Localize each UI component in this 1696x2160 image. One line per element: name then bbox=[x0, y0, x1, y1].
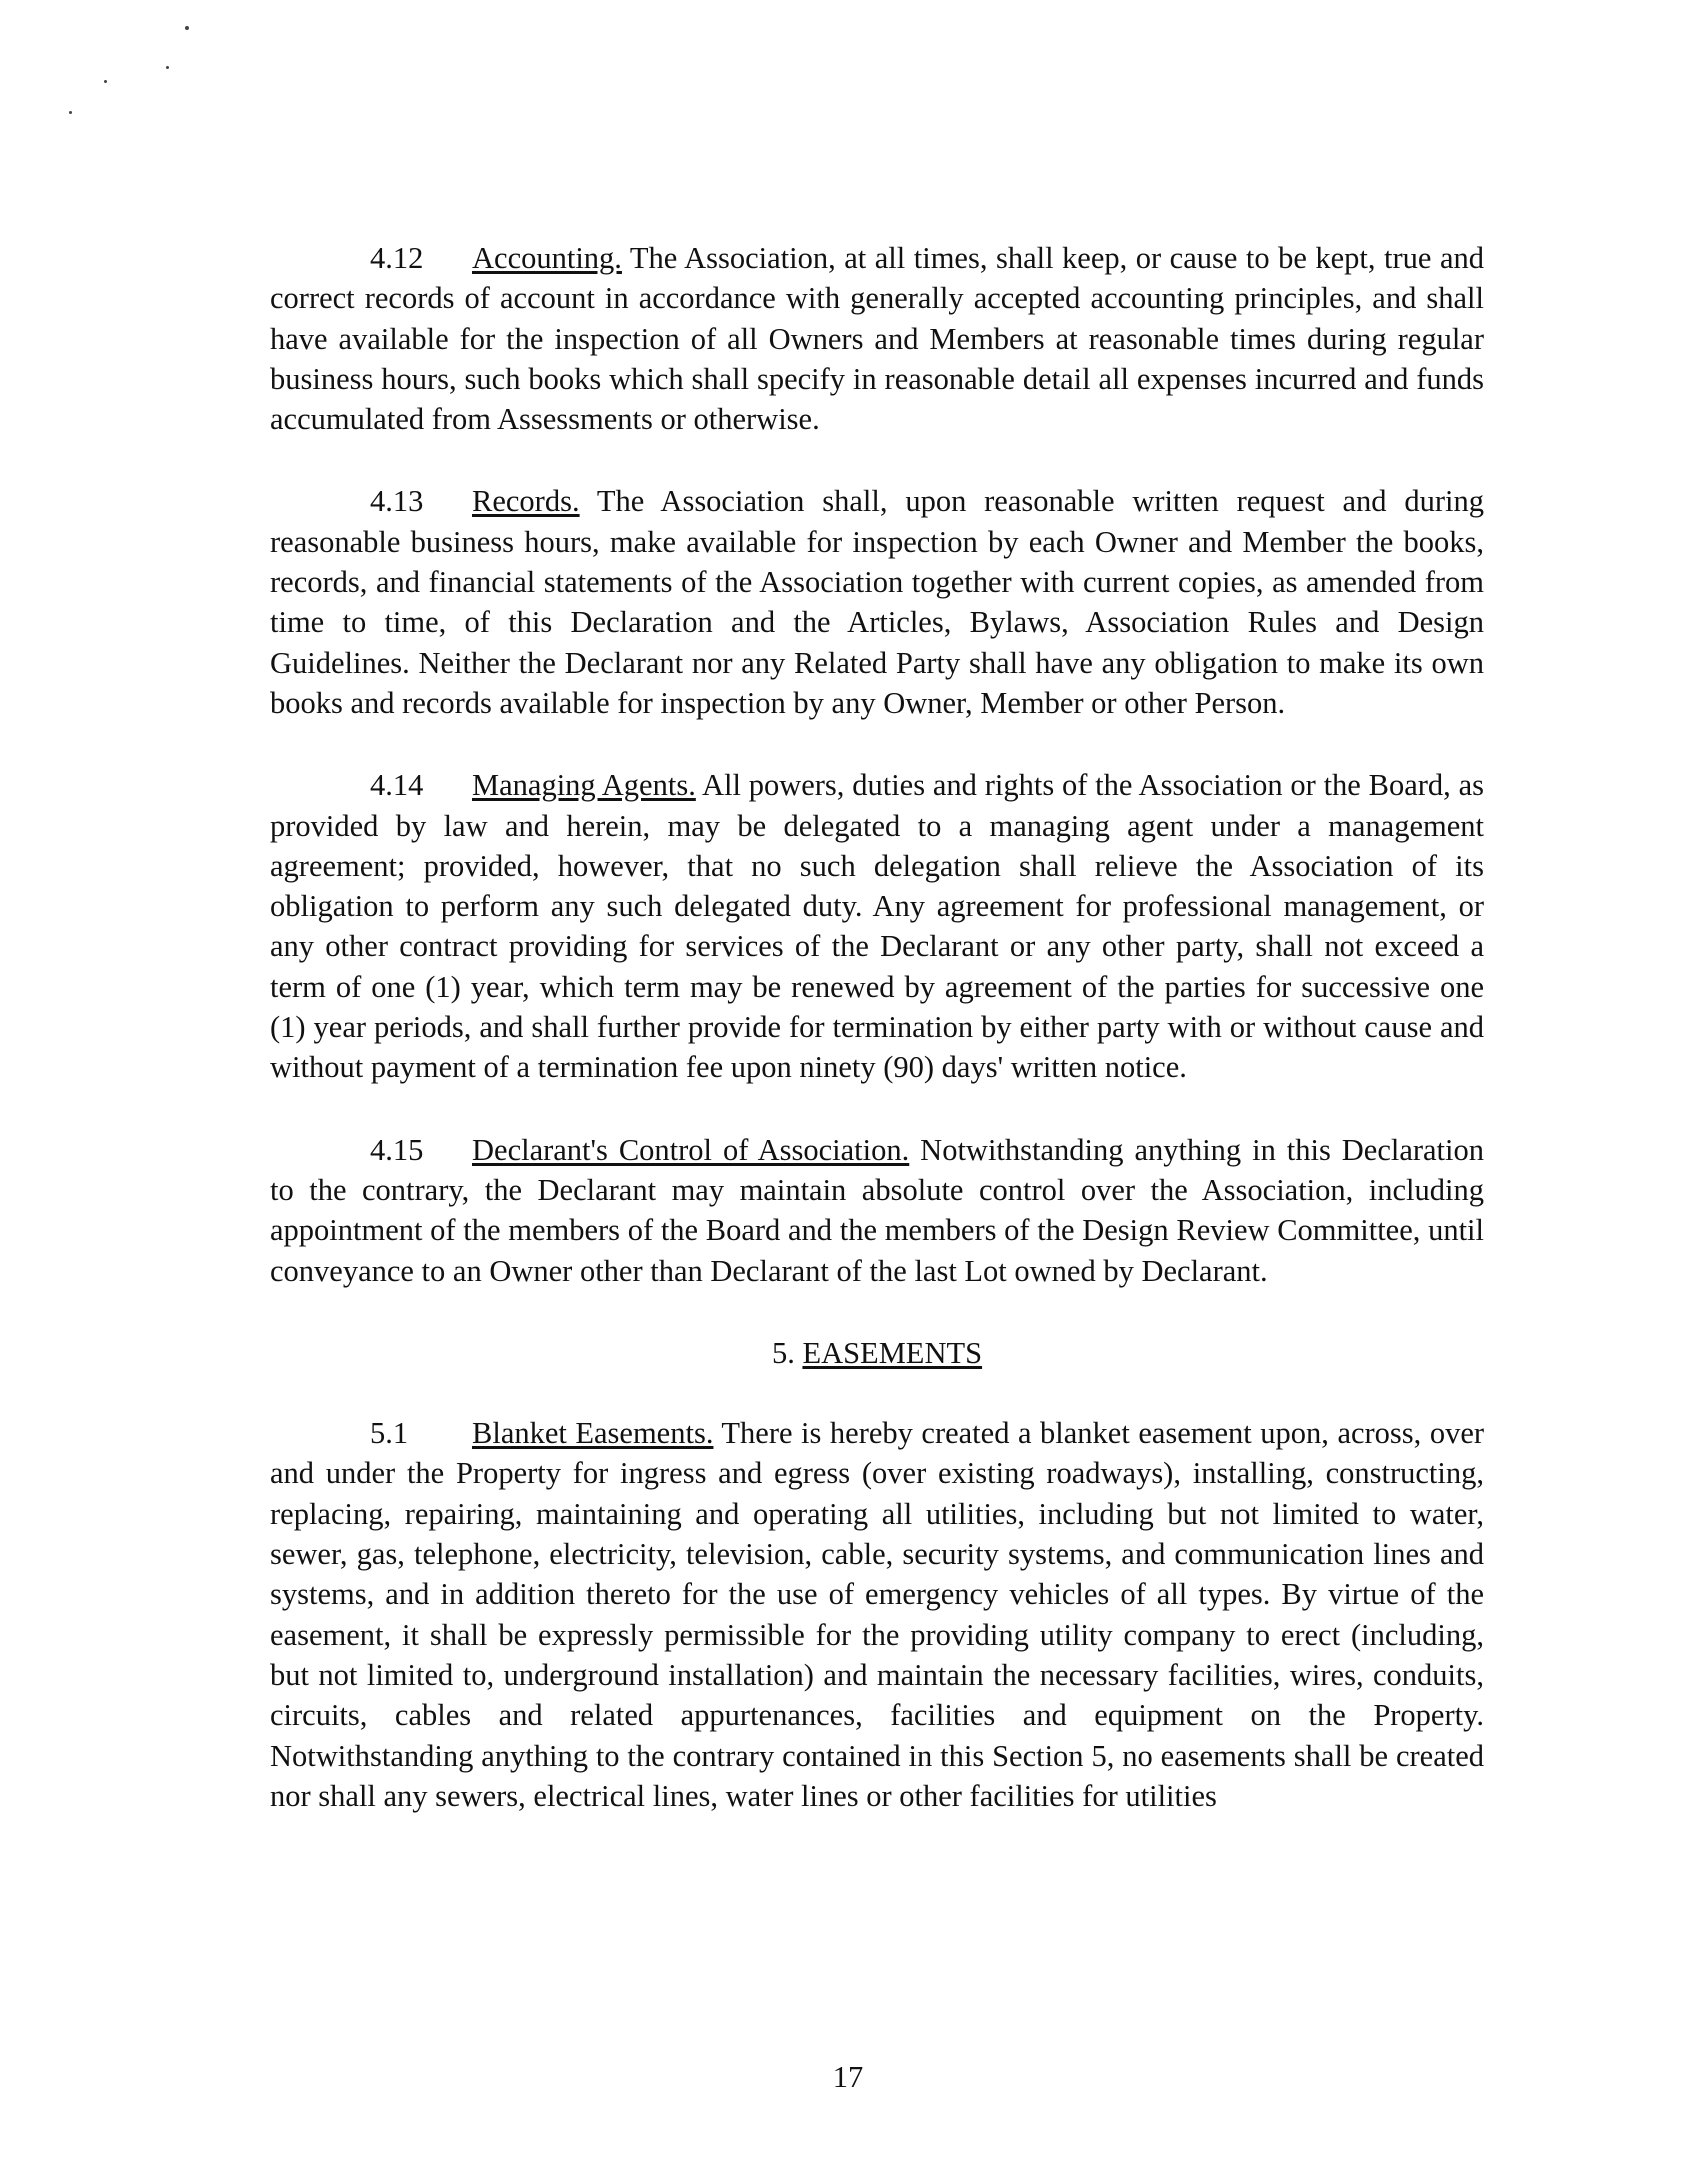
section-number: 4.14 bbox=[370, 768, 424, 803]
scan-speck bbox=[104, 80, 107, 83]
section-title: Declarant's Control of Association. bbox=[472, 1132, 910, 1167]
section-body: The Association, at all times, shall keep, or cause to be kept, true and correct records of account in accordance with generally accepted accounting principles, and shall have available for the inspection of all Owners and Members at reasonable times during regular business hours, such books which shall specify in reasonable detail all expenses incurred and funds accumulated from Assessments or otherwise. bbox=[270, 241, 1484, 437]
article-number: 5. bbox=[771, 1335, 795, 1370]
article-title: EASEMENTS bbox=[802, 1335, 983, 1370]
article-heading bbox=[270, 1333, 1484, 1373]
section-title: Accounting. bbox=[472, 241, 622, 275]
scan-speck bbox=[166, 66, 169, 69]
section-body: The Association shall, upon reasonable written request and during reasonable business hours, make available for inspection by each Owner and Member the books, records, and financial statements of the Association together with current copies, as amended from time to time, of this Declaration and the Articles, Bylaws, Association Rules and Design Guidelines. Neither the Declarant nor any Related Party shall have any obligation to make its own books and records available for inspection by any Owner, Member or other Person. bbox=[270, 484, 1484, 720]
document-body bbox=[270, 238, 1484, 1858]
section-number: 5.1 bbox=[370, 1416, 409, 1451]
section-4-13 bbox=[270, 481, 1484, 723]
section-4-14 bbox=[270, 765, 1484, 1087]
scan-speck bbox=[185, 26, 189, 30]
section-number: 4.15 bbox=[370, 1132, 424, 1167]
page-number: 17 bbox=[832, 2060, 864, 2094]
section-4-15 bbox=[270, 1130, 1484, 1291]
section-body: There is hereby created a blanket easement upon, across, over and under the Property for ingress and egress (over existing roadways), installing, constructing, replacing, repairing, maintaining and operating all utilities, including but not limited to water, sewer, gas, telephone, electricity, television, cable, security systems, and communication lines and systems, and in addition thereto for the use of emergency vehicles of all types. By virtue of the easement, it shall be expressly permissible for the providing utility company to erect (including, but not limited to, underground installation) and maintain the necessary facilities, wires, conduits, circuits, cables and related appurtenances, facilities and equipment on the Property. Notwithstanding anything to the contrary contained in this Section 5, no easements shall be created nor shall any sewers, electrical lines, water lines or other facilities for utilities bbox=[270, 1416, 1485, 1813]
section-body: All powers, duties and rights of the Association or the Board, as provided by law and herein, may be delegated to a managing agent under a management agreement; provided, however, that no such delegation shall relieve the Association of its obligation to perform any such delegated duty. Any agreement for professional management, or any other contract providing for services of the Declarant or any other party, shall not exceed a term of one (1) year, which term may be renewed by agreement of the parties for successive one (1) year periods, and shall further provide for termination by either party with or without cause and without payment of a termination fee upon ninety (90) days' written notice. bbox=[270, 768, 1484, 1085]
scan-speck bbox=[69, 111, 72, 114]
section-5-1 bbox=[270, 1413, 1484, 1816]
section-title: Blanket Easements. bbox=[472, 1416, 714, 1451]
section-number: 4.13 bbox=[370, 484, 424, 519]
section-title: Managing Agents. bbox=[472, 768, 696, 803]
section-body: Notwithstanding anything in this Declaration to the contrary, the Declarant may maintain absolute control over the Association, including appointment of the members of the Board and the members of the Design Review Committee, until conveyance to an Owner other than Declarant of the last Lot owned by Declarant. bbox=[270, 1132, 1485, 1288]
section-number: 4.12 bbox=[370, 241, 424, 275]
section-4-12 bbox=[270, 238, 1484, 439]
section-title: Records. bbox=[472, 484, 580, 519]
